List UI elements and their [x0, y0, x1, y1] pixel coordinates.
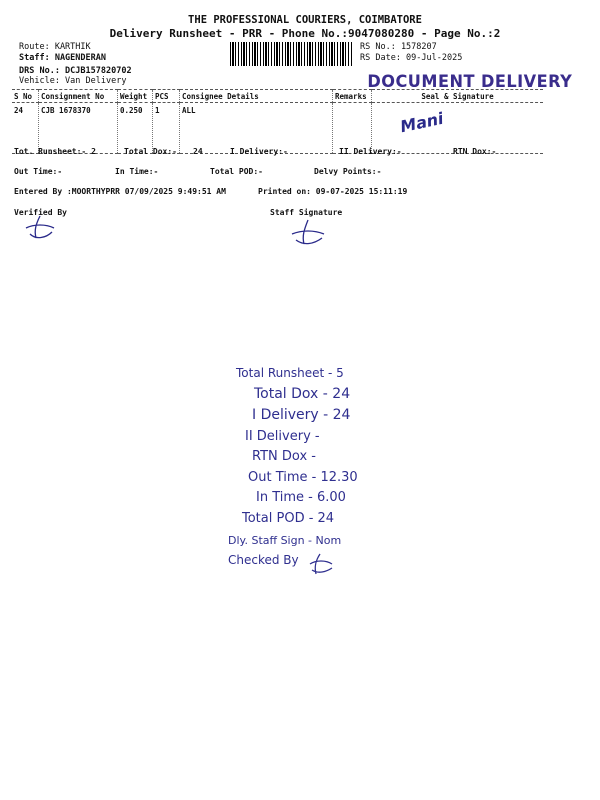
- rs-date: RS Date: 09-Jul-2025: [360, 53, 463, 63]
- checker-initial-icon: [306, 552, 336, 576]
- cell-signature: [372, 103, 544, 154]
- col-pcs: PCS: [153, 90, 180, 103]
- hw-total-pod: Total POD - 24: [242, 511, 335, 526]
- cell-sno: 24: [12, 103, 39, 154]
- table-header-row: [12, 90, 543, 103]
- document-delivery-stamp: DOCUMENT DELIVERY: [367, 72, 573, 92]
- hw-ii-delivery: II Delivery -: [245, 429, 320, 444]
- cell-remarks: [333, 103, 372, 154]
- total-pod: Total POD:-: [210, 167, 263, 176]
- col-weight: Weight: [118, 90, 153, 103]
- hw-in-time: In Time - 6.00: [256, 490, 346, 505]
- company-name: THE PROFESSIONAL COURIERS, COIMBATORE: [188, 14, 422, 26]
- i-delivery: I Delivery:-: [230, 147, 288, 156]
- hw-i-delivery: I Delivery - 24: [252, 407, 351, 423]
- staff-signature-label: Staff Signature: [270, 208, 343, 217]
- table-row: [12, 103, 543, 154]
- route-label: Route: KARTHIK: [19, 42, 91, 52]
- in-time: In Time:-: [115, 167, 159, 176]
- delvy-points: Delvy Points:-: [314, 167, 382, 176]
- out-time: Out Time:-: [14, 167, 63, 176]
- cell-consignee: ALL: [180, 103, 333, 154]
- hw-checked-by: Checked By: [228, 553, 299, 567]
- printed-on: Printed on: 09-07-2025 15:11:19: [258, 187, 408, 196]
- cell-pcs: 1: [153, 103, 180, 154]
- verifier-initial-icon: [22, 214, 58, 240]
- hw-total-runsheet: Total Runsheet - 5: [236, 366, 344, 380]
- hw-staff-sign: Dly. Staff Sign - Nom: [228, 534, 342, 547]
- col-sno: S No: [12, 90, 39, 103]
- vehicle-label: Vehicle: Van Delivery: [19, 76, 127, 86]
- staff-label: Staff: NAGENDERAN: [19, 53, 106, 63]
- rs-number: RS No.: 1578207: [360, 42, 437, 52]
- tot-runsheet: Tot. Runsheet:- 2: [14, 147, 96, 156]
- verified-by: Verified By: [14, 208, 67, 217]
- runsheet-title: Delivery Runsheet - PRR - Phone No.:9047080280 - Page No.:2: [109, 27, 501, 40]
- total-dox-label: Total Dox:-: [124, 147, 177, 156]
- hw-rtn-dox: RTN Dox -: [252, 449, 316, 464]
- total-dox-value: 24: [193, 147, 203, 156]
- receiver-signature: Mani: [398, 108, 446, 137]
- consignment-table: [12, 89, 543, 154]
- barcode-icon: [230, 42, 352, 66]
- cell-weight: 0.250: [118, 103, 153, 154]
- col-consignee: Consignee Details: [180, 90, 333, 103]
- rtn-dox: RTN Dox:-: [453, 147, 497, 156]
- entered-by: Entered By :MOORTHYPRR 07/09/2025 9:49:51 AM: [14, 187, 226, 196]
- col-remarks: Remarks: [333, 90, 372, 103]
- hw-total-dox: Total Dox - 24: [254, 386, 351, 402]
- staff-initial-icon: [288, 218, 328, 246]
- col-seal-signature: Seal & Signature: [372, 90, 544, 103]
- drs-number: DRS No.: DCJB157820702: [19, 66, 132, 76]
- col-consignment-no: Consignment No: [39, 90, 118, 103]
- hw-out-time: Out Time - 12.30: [248, 470, 358, 485]
- cell-consignment-no: CJB 1678370: [39, 103, 118, 154]
- ii-delivery: II Delivery:-: [339, 147, 402, 156]
